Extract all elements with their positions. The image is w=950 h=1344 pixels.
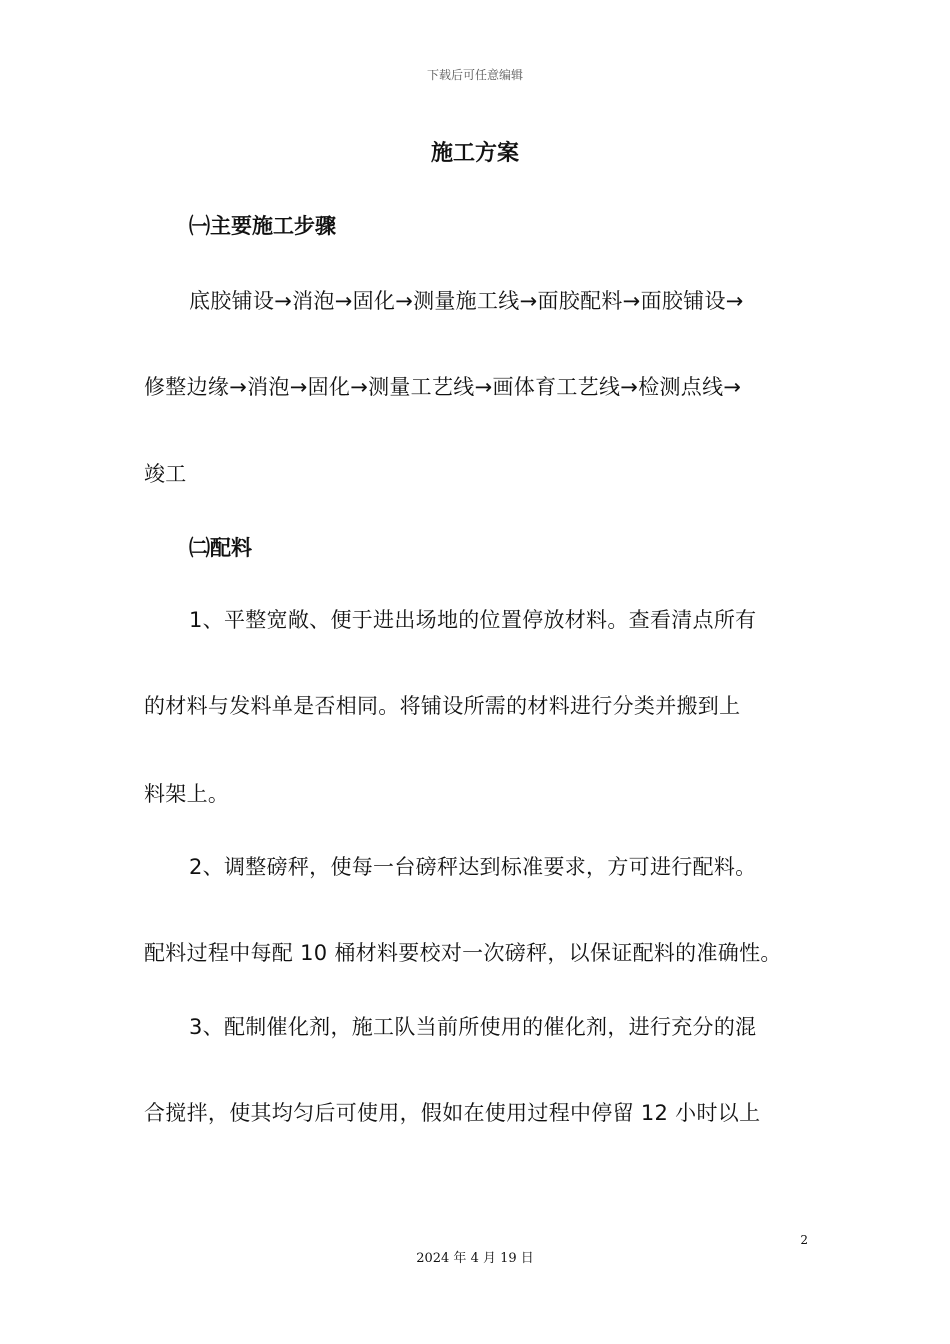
page-number: 2 [800,1233,808,1247]
paragraph-line: 配料过程中每配 10 桶材料要校对一次磅秤，以保证配料的准确性。 [144,941,782,965]
paragraph-line: 的材料与发料单是否相同。将铺设所需的材料进行分类并搬到上 [144,694,741,718]
paragraph-line: 料架上。 [144,782,230,806]
paragraph-line: 竣工 [144,462,187,486]
paragraph-line: 3、配制催化剂，施工队当前所使用的催化剂，进行充分的混 [189,1015,757,1039]
page-header: 下载后可任意编辑 [426,68,523,82]
paragraph-line: 修整边缘→消泡→固化→测量工艺线→画体育工艺线→检测点线→ [144,375,742,399]
section-heading-steps: ㈠主要施工步骤 [189,214,336,238]
section-heading-batching: ㈡配料 [189,536,252,560]
paragraph-line: 1、平整宽敞、便于进出场地的位置停放材料。查看清点所有 [189,608,757,632]
document-title: 施工方案 [430,141,519,166]
page-footer-date: 2024 年 4 月 19 日 [416,1251,534,1266]
paragraph-line: 合搅拌，使其均匀后可使用，假如在使用过程中停留 12 小时以上 [144,1101,761,1125]
paragraph-line: 2、调整磅秤，使每一台磅秤达到标准要求，方可进行配料。 [189,855,757,879]
paragraph-line: 底胶铺设→消泡→固化→测量施工线→面胶配料→面胶铺设→ [189,289,744,313]
